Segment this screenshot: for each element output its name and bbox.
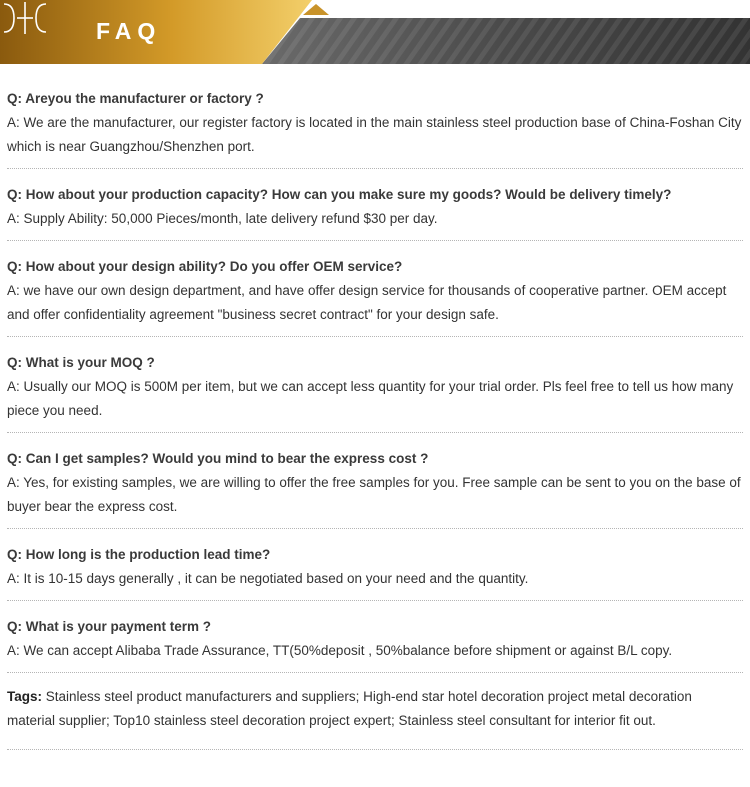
page-title: FAQ	[96, 18, 162, 44]
faq-answer: A: we have our own design department, and have offer design service for thousands of cooperative partner. OEM accept and offer confidentiality agreement "business secret contract" for your design safe.	[7, 283, 727, 322]
faq-question: Q: What is your MOQ ?	[7, 355, 155, 370]
faq-answer: A: It is 10-15 days generally , it can be negotiated based on your need and the quantity.	[7, 571, 529, 586]
faq-answer: A: We can accept Alibaba Trade Assurance, TT(50%deposit , 50%balance before shipment or against B/L copy.	[7, 643, 673, 658]
faq-item	[7, 337, 743, 433]
faq-question: Q: What is your payment term ?	[7, 619, 212, 634]
faq-banner	[0, 0, 750, 64]
faq-question: Q: Areyou the manufacturer or factory ?	[7, 91, 264, 106]
faq-item	[7, 529, 743, 601]
faq-answer: A: Usually our MOQ is 500M per item, but we can accept less quantity for your trial order. Pls feel free to tell us how many piece you need.	[7, 379, 734, 418]
faq-item	[7, 169, 743, 241]
faq-item	[7, 433, 743, 529]
tags-label: Tags:	[7, 689, 43, 704]
faq-answer: A: Yes, for existing samples, we are willing to offer the free samples for you. Free sample can be sent to you on the base of buyer bear the express cost.	[7, 475, 741, 514]
faq-question: Q: How about your design ability? Do you offer OEM service?	[7, 259, 403, 274]
tags-text: Stainless steel product manufacturers and suppliers; High-end star hotel decoration project metal decoration material supplier; Top10 stainless steel decoration project expert; Stainless steel consultant for interior fit out.	[7, 689, 692, 728]
faq-question: Q: How long is the production lead time?	[7, 547, 271, 562]
faq-question: Q: Can I get samples? Would you mind to bear the express cost ?	[7, 451, 429, 466]
tags-divider	[7, 749, 743, 750]
brand-logo-icon	[0, 0, 50, 36]
faq-answer: A: Supply Ability: 50,000 Pieces/month, late delivery refund $30 per day.	[7, 211, 438, 226]
faq-item	[7, 87, 743, 169]
tags-section	[7, 685, 743, 733]
faq-item	[7, 601, 743, 673]
faq-item	[7, 241, 743, 337]
faq-list	[7, 87, 743, 673]
faq-answer: A: We are the manufacturer, our register factory is located in the main stainless steel production base of China-Foshan City which is near Guangzhou/Shenzhen port.	[7, 115, 742, 154]
faq-question: Q: How about your production capacity? How can you make sure my goods? Would be delivery timely?	[7, 187, 672, 202]
